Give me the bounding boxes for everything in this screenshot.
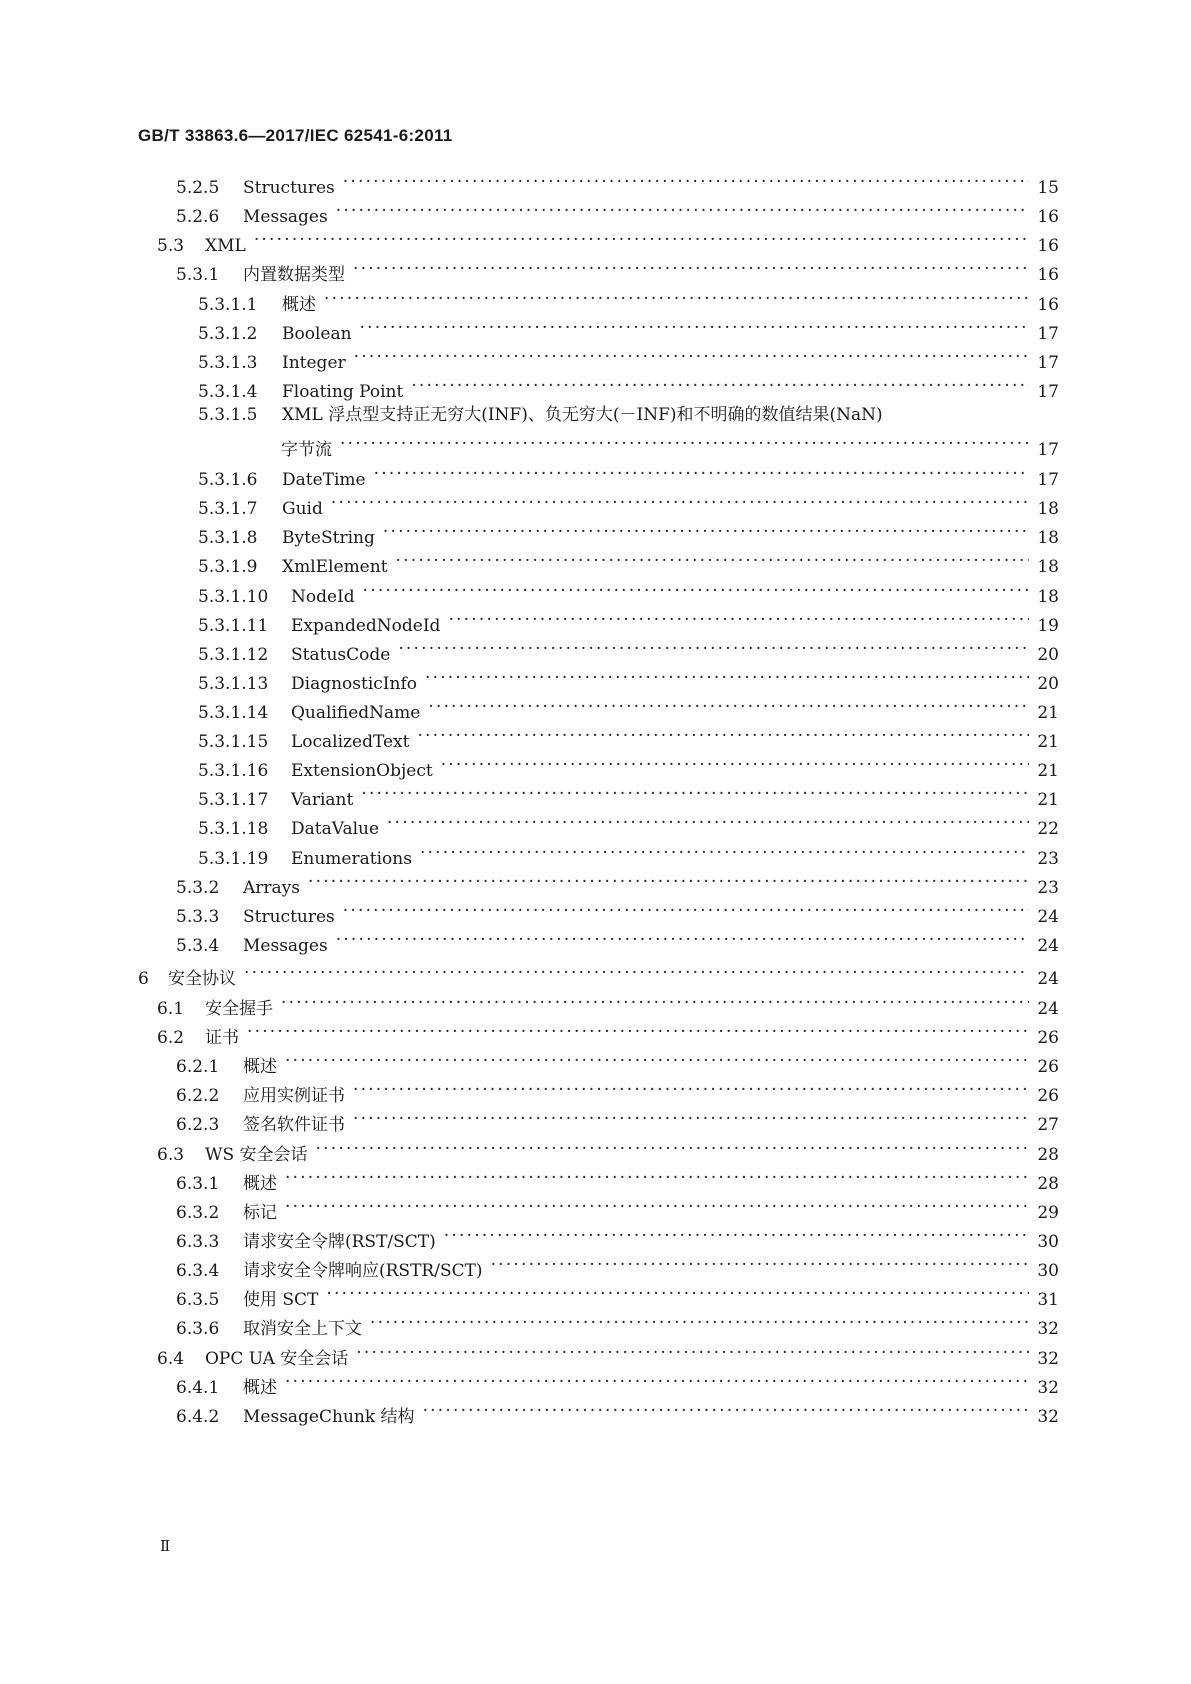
toc-entry-page: 19 (1037, 616, 1059, 636)
toc-entry-title: ExpandedNodeId (291, 616, 441, 636)
toc-entry-number: 5.3.1.16 (198, 761, 269, 781)
page-number: Ⅱ (160, 1537, 171, 1555)
toc-entry-title: 概述 (243, 1057, 277, 1077)
toc-entry-page: 16 (1037, 207, 1059, 227)
toc-entry-page: 26 (1037, 1028, 1059, 1048)
toc-entry-leader-dots (441, 754, 1029, 776)
toc-entry-leader-dots (491, 1254, 1029, 1276)
toc-entry[interactable] (198, 725, 1059, 753)
toc-entry-page: 20 (1037, 645, 1059, 665)
toc-entry[interactable] (198, 580, 1059, 608)
toc-entry-number: 6.3.6 (176, 1319, 220, 1339)
toc-entry-number: 5.3.1.1 (198, 295, 258, 315)
toc-entry-leader-dots (361, 783, 1029, 805)
toc-entry-number: 5.3.1.2 (198, 324, 258, 344)
toc-entry-title: Floating Point (282, 382, 404, 402)
toc-entry-title: 字节流 (281, 440, 332, 460)
toc-entry-title: DiagnosticInfo (291, 674, 417, 694)
toc-entry-number: 6.1 (157, 999, 185, 1019)
toc-entry-number: 5.3.1.14 (198, 703, 269, 723)
toc-entry-number: 6.2.3 (176, 1115, 220, 1135)
toc-entry-leader-dots (247, 1021, 1029, 1043)
toc-entry-title: 证书 (205, 1028, 239, 1048)
toc-entry-leader-dots (398, 638, 1029, 660)
toc-entry-leader-dots (444, 1225, 1029, 1247)
toc-entry-number: 5.3.1.6 (198, 470, 258, 490)
toc-entry[interactable] (198, 492, 1059, 520)
toc-entry-title: Messages (243, 936, 328, 956)
toc-entry-number: 5.3.1.8 (198, 528, 258, 548)
toc-entry-title: MessageChunk 结构 (243, 1407, 415, 1427)
toc-entry-title: ExtensionObject (291, 761, 433, 781)
toc-entry-title: 标记 (243, 1203, 277, 1223)
toc-entry-title: Enumerations (291, 849, 412, 869)
toc-entry-leader-dots (324, 288, 1029, 310)
toc-entry-number: 6.2 (157, 1028, 185, 1048)
toc-entry-leader-dots (387, 812, 1029, 834)
toc-entry-title: Integer (282, 353, 346, 373)
toc-entry-leader-dots (343, 171, 1029, 193)
toc-entry-number: 6.2.2 (176, 1086, 220, 1106)
toc-entry-title: XML (205, 236, 246, 256)
toc-entry-title: Guid (282, 499, 323, 519)
toc-entry-title: QualifiedName (291, 703, 421, 723)
toc-entry-title: DataValue (291, 819, 380, 839)
toc-entry-leader-dots (448, 609, 1029, 631)
toc-entry-title: 内置数据类型 (243, 265, 345, 285)
toc-entry-page: 16 (1037, 236, 1059, 256)
toc-entry[interactable] (198, 754, 1059, 782)
toc-entry-title: Arrays (243, 878, 300, 898)
toc-entry[interactable] (176, 1312, 1059, 1340)
toc-entry[interactable] (198, 783, 1059, 811)
toc-entry[interactable] (157, 992, 1059, 1020)
toc-entry-leader-dots (417, 725, 1029, 747)
toc-entry-page: 20 (1037, 674, 1059, 694)
toc-entry-title: 取消安全上下文 (243, 1319, 362, 1339)
toc-entry-number: 6 (138, 969, 149, 989)
toc-entry-number: 5.3.1.18 (198, 819, 269, 839)
toc-entry[interactable] (157, 229, 1059, 257)
toc-entry-number: 6.2.1 (176, 1057, 220, 1077)
toc-entry[interactable] (198, 317, 1059, 345)
toc-entry-page: 26 (1037, 1086, 1059, 1106)
toc-entry-page: 32 (1037, 1349, 1059, 1369)
toc-entry[interactable] (198, 346, 1059, 374)
toc-entry-page: 29 (1037, 1203, 1059, 1223)
toc-entry-page: 28 (1037, 1174, 1059, 1194)
toc-entry-number: 5.3.1.7 (198, 499, 258, 519)
toc-entry-title: 概述 (282, 295, 316, 315)
toc-entry-page: 17 (1037, 353, 1059, 373)
toc-entry-page: 32 (1037, 1378, 1059, 1398)
toc-entry-page: 21 (1037, 761, 1059, 781)
toc-entry-number: 5.3.1.12 (198, 645, 269, 665)
toc-entry-page: 23 (1037, 849, 1059, 869)
toc-entry[interactable] (198, 667, 1059, 695)
toc-entry-number: 5.3.1.19 (198, 849, 269, 869)
toc-entry-title: Boolean (282, 324, 352, 344)
toc-entry-title: Structures (243, 178, 335, 198)
toc-entry-title: WS 安全会话 (205, 1145, 308, 1165)
toc-entry-page: 21 (1037, 790, 1059, 810)
toc-entry-page: 17 (1037, 440, 1059, 460)
toc-entry-page: 28 (1037, 1145, 1059, 1165)
toc-entry-number: 5.3.2 (176, 878, 220, 898)
toc-entry-page: 15 (1037, 178, 1059, 198)
toc-entry-leader-dots (254, 229, 1029, 251)
toc-entry-title: 使用 SCT (243, 1290, 319, 1310)
toc-entry-number: 5.3.4 (176, 936, 220, 956)
toc-entry-title: 安全协议 (168, 969, 236, 989)
toc-entry-number: 6.4 (157, 1349, 185, 1369)
toc-entry-title: Messages (243, 207, 328, 227)
toc-entry-page: 17 (1037, 324, 1059, 344)
toc-entry-number: 5.3.1.5 (198, 405, 258, 425)
toc-entry[interactable] (176, 258, 1059, 286)
toc-entry-page: 23 (1037, 878, 1059, 898)
toc-entry-title: 安全握手 (205, 999, 273, 1019)
toc-entry-number: 6.3.4 (176, 1261, 220, 1281)
toc-entry-title: NodeId (291, 587, 355, 607)
toc-entry-leader-dots (326, 1283, 1029, 1305)
toc-entry[interactable] (198, 550, 1059, 578)
toc-entry-leader-dots (360, 317, 1029, 339)
toc-entry[interactable] (198, 842, 1059, 870)
toc-entry-title: Structures (243, 907, 335, 927)
toc-entry-number: 5.3.1.17 (198, 790, 269, 810)
toc-entry[interactable] (176, 900, 1059, 928)
toc-entry-page: 21 (1037, 732, 1059, 752)
toc-entry-number: 5.3.1 (176, 265, 220, 285)
toc-entry-leader-dots (343, 900, 1029, 922)
toc-entry-leader-dots (425, 667, 1029, 689)
toc-entry-title: Variant (291, 790, 354, 810)
toc-entry-title: DateTime (282, 470, 366, 490)
toc-entry-title: 概述 (243, 1378, 277, 1398)
toc-entry[interactable] (176, 200, 1059, 228)
toc-entry-page: 21 (1037, 703, 1059, 723)
toc-entry[interactable] (176, 1050, 1059, 1078)
toc-entry[interactable] (176, 1196, 1059, 1224)
toc-entry-leader-dots (285, 1196, 1029, 1218)
toc-entry-title: XML 浮点型支持正无穷大(INF)、负无穷大(－INF)和不明确的数值结果(NaN) (282, 405, 883, 425)
toc-entry[interactable] (176, 871, 1059, 899)
toc-entry[interactable] (198, 696, 1059, 724)
toc-entry-number: 6.4.2 (176, 1407, 220, 1427)
toc-entry[interactable] (176, 1167, 1059, 1195)
toc-entry-leader-dots (370, 1312, 1029, 1334)
toc-entry-leader-dots (281, 992, 1029, 1014)
toc-entry[interactable] (176, 1283, 1059, 1311)
toc-entry-title: 请求安全令牌响应(RSTR/SCT) (243, 1261, 483, 1281)
toc-entry-number: 6.4.1 (176, 1378, 220, 1398)
toc-entry-leader-dots (340, 433, 1029, 455)
toc-entry[interactable] (176, 929, 1059, 957)
toc-entry[interactable] (198, 812, 1059, 840)
toc-entry-number: 5.3.1.15 (198, 732, 269, 752)
toc-entry[interactable] (157, 1138, 1059, 1166)
toc-entry[interactable] (176, 1400, 1059, 1428)
toc-entry-number: 5.3.1.13 (198, 674, 269, 694)
toc-entry-page: 18 (1037, 557, 1059, 577)
toc-entry[interactable] (198, 638, 1059, 666)
toc-entry-number: 5.3.1.10 (198, 587, 269, 607)
toc-entry-number: 6.3 (157, 1145, 185, 1165)
toc-entry-page: 18 (1037, 499, 1059, 519)
toc-entry-page: 18 (1037, 528, 1059, 548)
toc-entry-page: 24 (1037, 969, 1059, 989)
toc-entry-leader-dots (308, 871, 1029, 893)
toc-entry-page: 24 (1037, 907, 1059, 927)
toc-entry-page: 32 (1037, 1319, 1059, 1339)
toc-entry-title: StatusCode (291, 645, 391, 665)
toc-entry-leader-dots (396, 550, 1029, 572)
toc-entry[interactable] (176, 1254, 1059, 1282)
toc-entry-page: 24 (1037, 999, 1059, 1019)
toc-entry[interactable] (176, 1371, 1059, 1399)
toc-entry-page: 17 (1037, 470, 1059, 490)
toc-entry[interactable] (138, 962, 1059, 990)
toc-entry-leader-dots (356, 1342, 1029, 1364)
toc-entry[interactable] (198, 463, 1059, 491)
toc-entry[interactable] (176, 1225, 1059, 1253)
toc-entry-number: 5.3 (157, 236, 185, 256)
page-header: GB/T 33863.6—2017/IEC 62541-6:2011 (138, 126, 453, 145)
toc-entry-leader-dots (428, 696, 1029, 718)
toc-entry-leader-dots (331, 492, 1029, 514)
toc-entry[interactable] (281, 433, 1059, 461)
toc-entry[interactable] (198, 288, 1059, 316)
toc-entry-number: 5.3.1.4 (198, 382, 258, 402)
toc-entry-leader-dots (285, 1371, 1029, 1393)
toc-entry[interactable] (198, 521, 1059, 549)
toc-entry-page: 16 (1037, 265, 1059, 285)
toc-entry-leader-dots (353, 258, 1029, 280)
toc-entry-title: 请求安全令牌(RST/SCT) (243, 1232, 436, 1252)
toc-entry-title: 概述 (243, 1174, 277, 1194)
toc-entry-title: ByteString (282, 528, 375, 548)
toc-entry-page: 31 (1037, 1290, 1059, 1310)
toc-entry-page: 22 (1037, 819, 1059, 839)
toc-entry-leader-dots (354, 346, 1029, 368)
toc-entry[interactable] (157, 1342, 1059, 1370)
toc-entry[interactable] (157, 1021, 1059, 1049)
toc-entry-title: LocalizedText (291, 732, 410, 752)
toc-entry-number: 6.3.3 (176, 1232, 220, 1252)
toc-entry-page: 30 (1037, 1232, 1059, 1252)
toc-entry[interactable] (176, 1108, 1059, 1136)
toc-entry-page: 30 (1037, 1261, 1059, 1281)
toc-entry-number: 5.3.3 (176, 907, 220, 927)
toc-entry-number: 5.3.1.11 (198, 616, 269, 636)
toc-entry-number: 5.2.5 (176, 178, 220, 198)
toc-entry-leader-dots (336, 200, 1029, 222)
toc-entry-leader-dots (316, 1138, 1029, 1160)
toc-entry-number: 5.2.6 (176, 207, 220, 227)
toc-entry-leader-dots (336, 929, 1029, 951)
toc-entry-title: XmlElement (282, 557, 388, 577)
toc-entry-page: 32 (1037, 1407, 1059, 1427)
toc-entry-leader-dots (411, 375, 1029, 397)
toc-entry-page: 27 (1037, 1115, 1059, 1135)
toc-entry-page: 26 (1037, 1057, 1059, 1077)
toc-entry-number: 6.3.2 (176, 1203, 220, 1223)
toc-entry[interactable] (198, 404, 883, 426)
toc-entry[interactable] (176, 1079, 1059, 1107)
toc-entry-leader-dots (353, 1079, 1029, 1101)
toc-entry-leader-dots (420, 842, 1029, 864)
toc-entry-leader-dots (285, 1167, 1029, 1189)
toc-entry-title: OPC UA 安全会话 (205, 1349, 349, 1369)
toc-entry-leader-dots (244, 962, 1029, 984)
toc-entry-number: 6.3.5 (176, 1290, 220, 1310)
toc-entry[interactable] (176, 171, 1059, 199)
toc-entry-number: 5.3.1.3 (198, 353, 258, 373)
toc-entry-leader-dots (363, 580, 1029, 602)
toc-entry-page: 17 (1037, 382, 1059, 402)
toc-entry-page: 24 (1037, 936, 1059, 956)
toc-entry-leader-dots (353, 1108, 1029, 1130)
toc-entry-leader-dots (374, 463, 1029, 485)
toc-entry[interactable] (198, 375, 1059, 403)
toc-entry-page: 16 (1037, 295, 1059, 315)
toc-entry[interactable] (198, 609, 1059, 637)
toc-entry-leader-dots (285, 1050, 1029, 1072)
toc-entry-title: 应用实例证书 (243, 1086, 345, 1106)
toc-entry-title: 签名软件证书 (243, 1115, 345, 1135)
toc-entry-page: 18 (1037, 587, 1059, 607)
toc-entry-number: 5.3.1.9 (198, 557, 258, 577)
toc-entry-leader-dots (423, 1400, 1029, 1422)
toc-entry-number: 6.3.1 (176, 1174, 220, 1194)
toc-entry-leader-dots (383, 521, 1029, 543)
